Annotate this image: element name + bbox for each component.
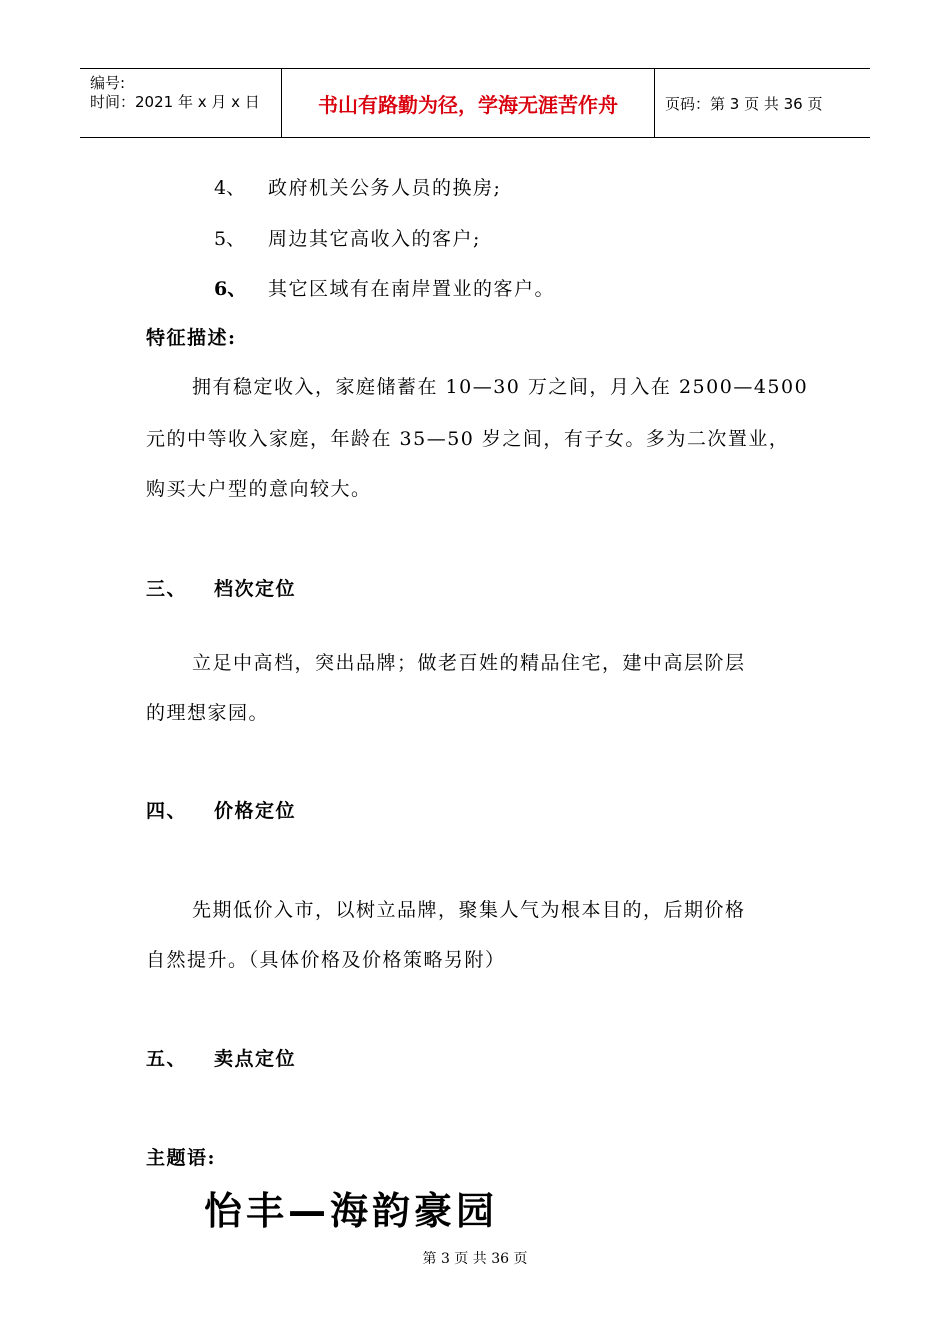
list-item-text: 政府机关公务人员的换房; [268,177,502,199]
paragraph-line: 拥有稳定收入，家庭储蓄在 10—30 万之间，月入在 2500—4500 [192,376,809,398]
section-title: 价格定位 [214,800,297,822]
list-item-text: 周边其它高收入的客户; [268,228,481,250]
section-title: 卖点定位 [214,1048,297,1070]
paragraph-line: 自然提升。（具体价格及价格策略另附） [146,949,506,971]
header-page-label: 页码：第 3 页 共 36 页 [665,94,823,113]
page-footer: 第 3 页 共 36 页 [422,1251,528,1267]
feature-heading: 特征描述: [146,327,237,349]
header-motto: 书山有路勤为径，学海无涯苦作舟 [318,92,618,117]
section-number: 三、 [146,578,188,600]
paragraph-line: 先期低价入市，以树立品牌，聚集人气为根本目的，后期价格 [192,899,746,921]
paragraph-line: 立足中高档，突出品牌；做老百姓的精品住宅，建中高层阶层 [192,652,746,674]
list-item-number: 4、 [214,177,246,199]
header-divider [654,69,655,137]
paragraph-line: 元的中等收入家庭，年龄在 35—50 岁之间，有子女。多为二次置业， [146,428,790,450]
time-label: 时间：2021 年 x 月 x 日 [90,93,260,111]
list-item-number: 6、 [214,278,247,300]
section-number: 五、 [146,1048,188,1070]
paragraph-line: 购买大户型的意向较大。 [146,478,372,500]
page-header [80,68,870,138]
section-title: 档次定位 [214,578,297,600]
list-item-text: 其它区域有在南岸置业的客户。 [268,278,556,300]
section-number: 四、 [146,800,188,822]
code-label: 编号: [90,74,126,92]
theme-heading: 主题语: [146,1147,217,1169]
paragraph-line: 的理想家园。 [146,702,270,724]
theme-tagline: 怡丰—海韵豪园 [204,1189,499,1233]
header-meta [80,69,280,137]
list-item-number: 5、 [214,228,246,250]
